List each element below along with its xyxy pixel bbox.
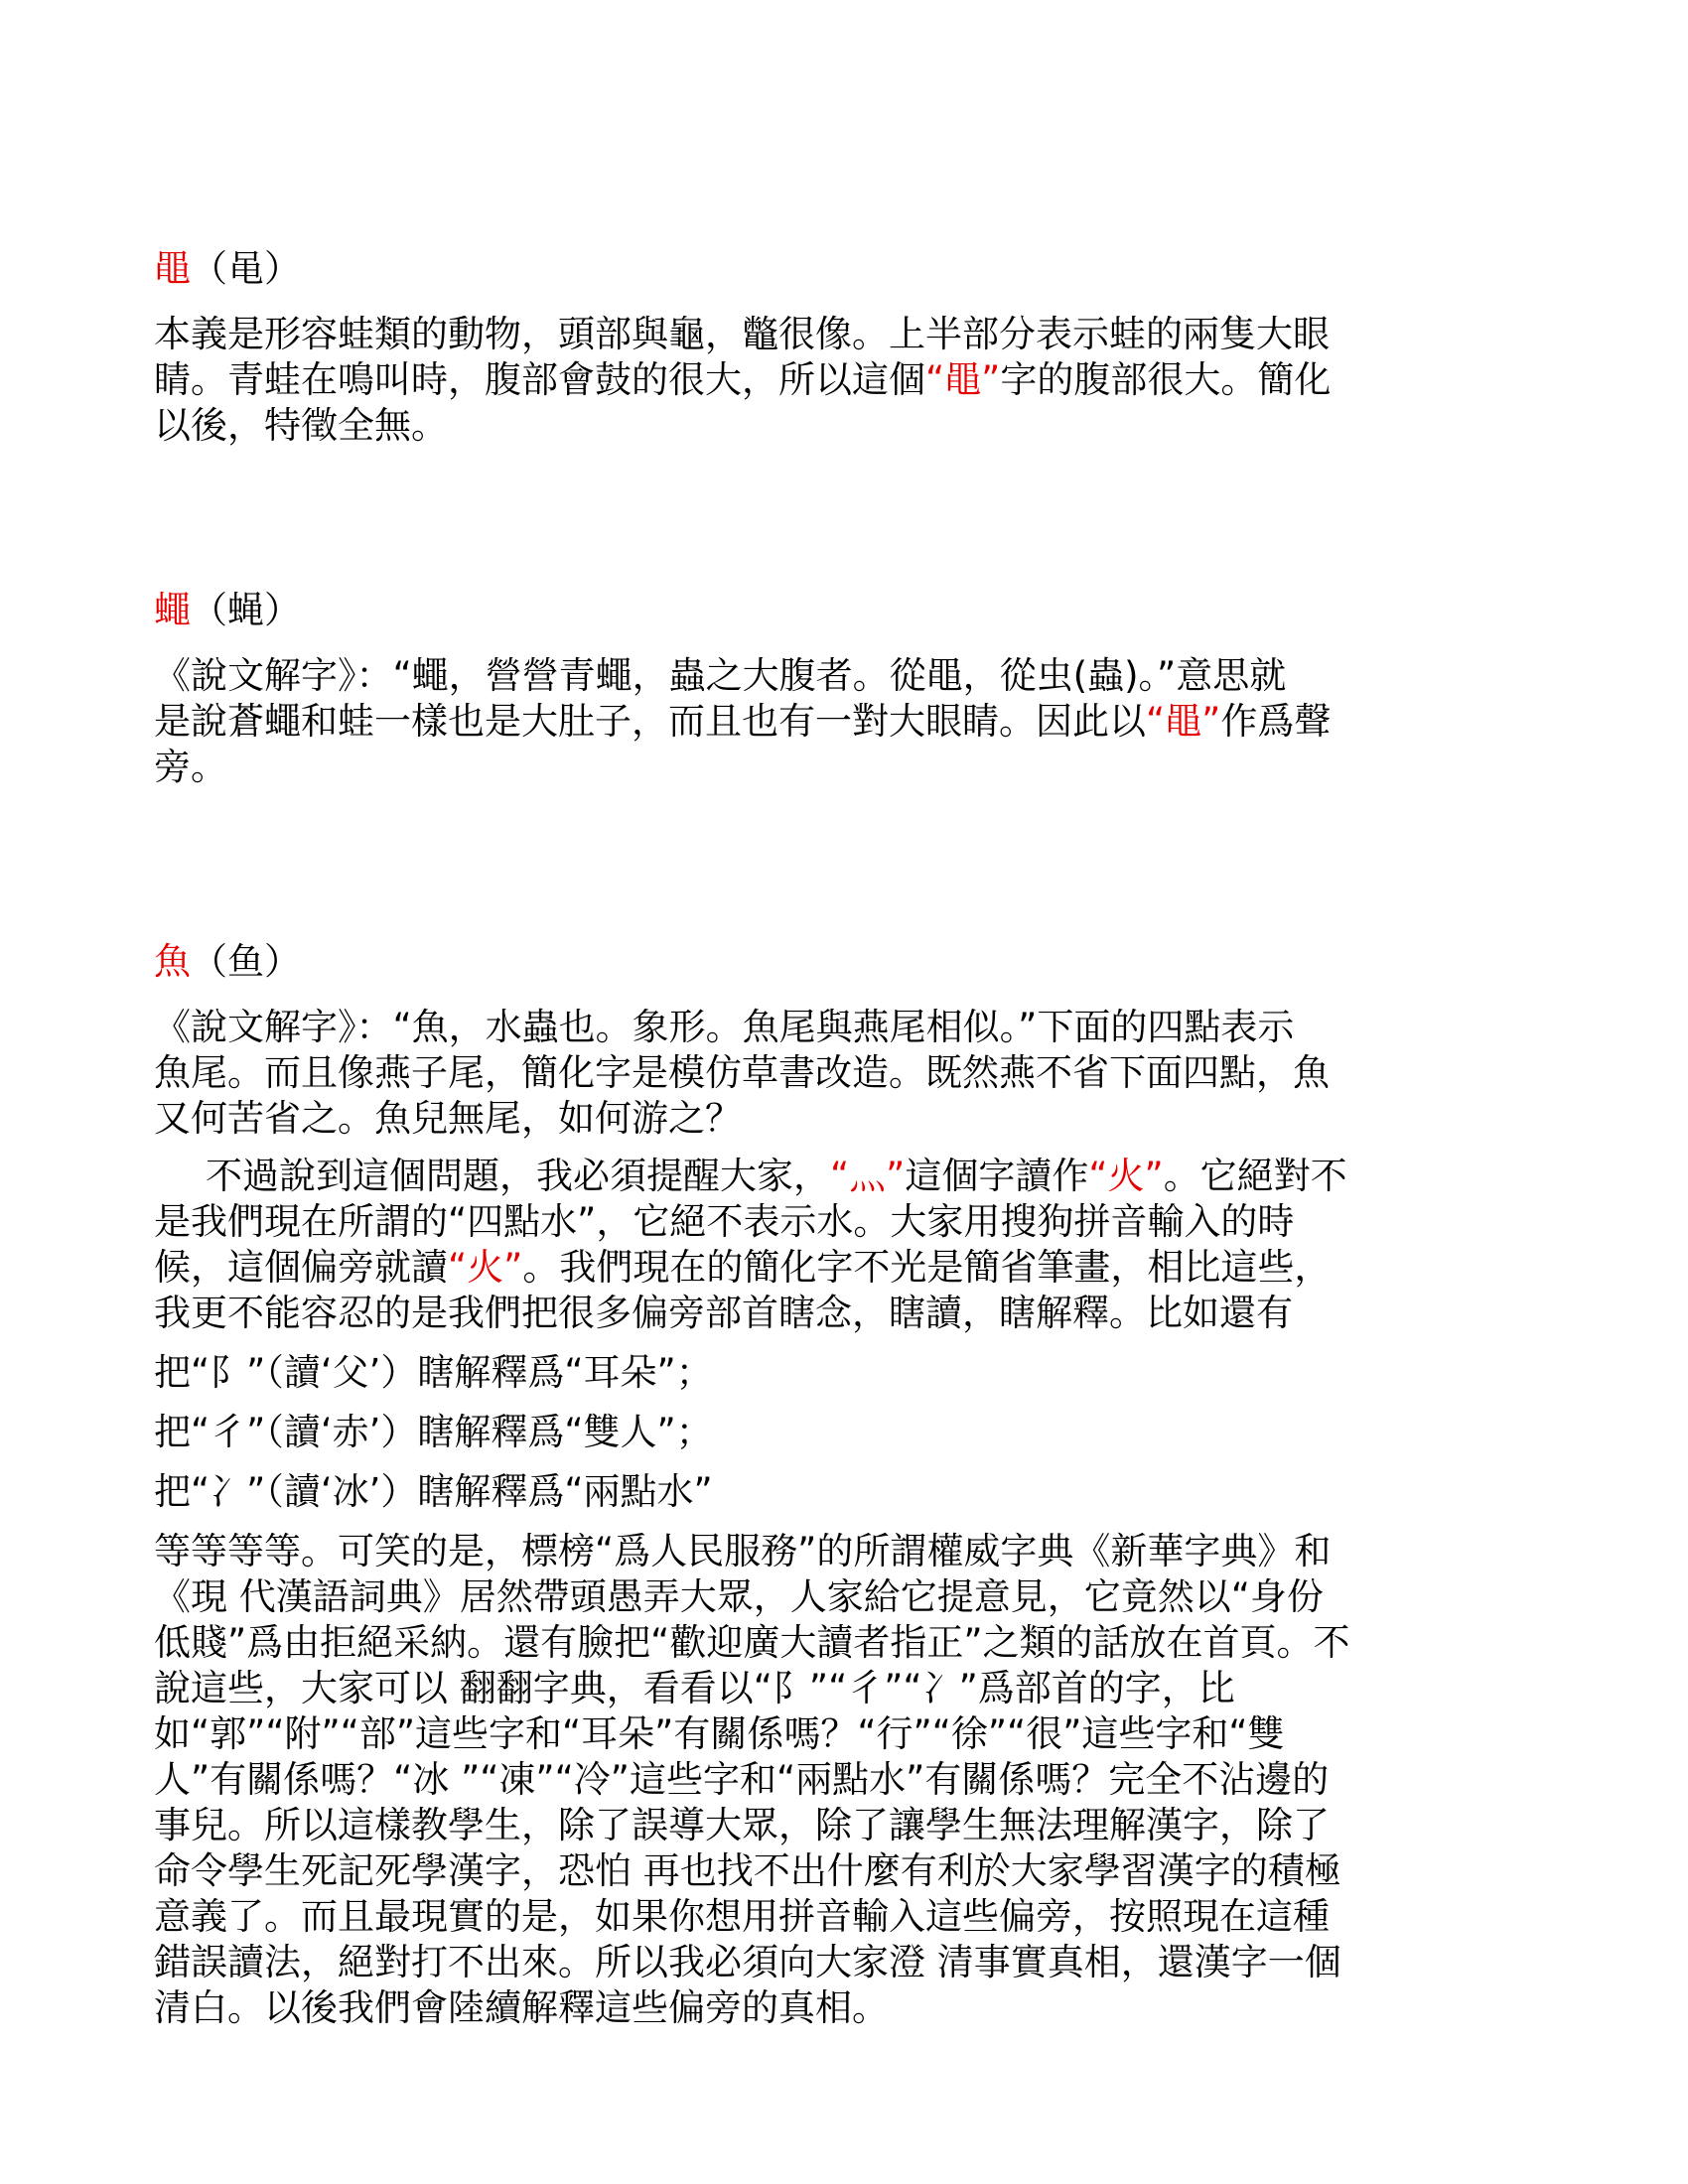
text-line: 說這些，大家可以 翻翻字典，看看以“阝”“彳”“冫”爲部首的字，比 bbox=[154, 1667, 1235, 1709]
entry-section bbox=[154, 939, 1524, 2031]
text-run: 字的腹部很大。簡化 bbox=[1000, 358, 1332, 401]
text-run: 是我們現在所謂的“四點水”，它絕不表示水。大家用搜狗拼音輸入的時 bbox=[154, 1200, 1295, 1243]
entry-section bbox=[154, 246, 1524, 449]
text-line bbox=[206, 1154, 1524, 1199]
highlighted-character: “火” bbox=[448, 1246, 523, 1289]
text-run: 魚尾。而且像燕子尾，簡化字是模仿草書改造。既然燕不省下面四點，魚 bbox=[154, 1051, 1330, 1094]
entry-paragraph bbox=[154, 653, 1524, 790]
traditional-character: 魚 bbox=[154, 940, 191, 983]
document-page bbox=[154, 246, 1524, 2031]
text-run: 候，這個偏旁就讀 bbox=[154, 1246, 448, 1289]
text-run: 這個字讀作 bbox=[905, 1155, 1089, 1197]
text-line bbox=[154, 1096, 1524, 1142]
simplified-character: （蝇） bbox=[191, 589, 301, 631]
text-line bbox=[154, 357, 1524, 403]
simplified-character: （黾） bbox=[191, 247, 301, 290]
text-run: 《說文解字》：“蠅，營營青蠅，蟲之大腹者。從黽，從虫(蟲)。”意思就 bbox=[154, 654, 1287, 697]
text-run: 以後，特徵全無。 bbox=[154, 404, 448, 447]
highlighted-character: “火” bbox=[1088, 1155, 1164, 1197]
radical-paragraph-continued bbox=[154, 1199, 1524, 1336]
text-line: 事兒。所以這樣教學生，除了誤導大眾，除了讓學生無法理解漢字，除了 bbox=[154, 1804, 1330, 1846]
text-run: 。它絕對不 bbox=[1163, 1155, 1347, 1197]
traditional-character: 蠅 bbox=[154, 589, 191, 631]
text-line bbox=[154, 699, 1524, 745]
text-run: 旁。 bbox=[154, 746, 227, 788]
text-line bbox=[154, 1245, 1524, 1291]
simplified-character: （鱼） bbox=[191, 940, 301, 983]
text-line: 等等等等。可笑的是，標榜“爲人民服務”的所謂權威字典《新華字典》和 bbox=[154, 1530, 1332, 1572]
text-line bbox=[154, 312, 1524, 357]
radical-paragraph bbox=[154, 1154, 1524, 1199]
text-run: 睛。青蛙在鳴叫時，腹部會鼓的很大，所以這個 bbox=[154, 358, 925, 401]
text-line bbox=[154, 403, 1524, 449]
text-line: 如“郭”“附”“部”這些字和“耳朵”有關係嗎？“行”“徐”“很”這些字和“雙 bbox=[154, 1712, 1285, 1755]
text-run: 我更不能容忍的是我們把很多偏旁部首瞎念，瞎讀，瞎解釋。比如還有 bbox=[154, 1292, 1293, 1334]
text-line bbox=[154, 1050, 1524, 1096]
text-line: 人”有關係嗎？“冰 ”“凍”“冷”這些字和“兩點水”有關係嗎？完全不沾邊的 bbox=[154, 1758, 1330, 1801]
entry-section bbox=[154, 588, 1524, 790]
text-line: 《現 代漢語詞典》居然帶頭愚弄大眾，人家給它提意見，它竟然以“身份 bbox=[154, 1575, 1324, 1618]
text-line: 低賤”爲由拒絕采納。還有臉把“歡迎廣大讀者指正”之類的話放在首頁。不 bbox=[154, 1621, 1350, 1664]
entry-heading bbox=[154, 588, 1524, 633]
text-run: 不過說到這個問題，我必須提醒大家， bbox=[206, 1155, 830, 1197]
text-line: 命令學生死記死學漢字，恐怕 再也找不出什麼有利於大家學習漢字的積極 bbox=[154, 1849, 1341, 1892]
highlighted-character: “灬” bbox=[830, 1155, 906, 1197]
text-run: 。我們現在的簡化字不光是簡省筆畫，相比這些， bbox=[522, 1246, 1332, 1289]
entry-paragraph bbox=[154, 1005, 1524, 1142]
traditional-character: 黽 bbox=[154, 247, 191, 290]
text-run: 又何苦省之。魚兒無尾，如何游之？ bbox=[154, 1097, 742, 1140]
entry-heading bbox=[154, 246, 1524, 292]
text-line: 清白。以後我們會陸續解釋這些偏旁的真相。 bbox=[154, 1986, 889, 2029]
radical-rule: 把“彳”（讀‘赤’）瞎解釋爲“雙人”； bbox=[154, 1411, 713, 1453]
text-line bbox=[154, 745, 1524, 790]
text-run: 本義是形容蛙類的動物，頭部與龜，鼈很像。上半部分表示蛙的兩隻大眼 bbox=[154, 313, 1330, 355]
text-line bbox=[154, 1005, 1524, 1050]
text-run: 作爲聲 bbox=[1220, 700, 1332, 743]
highlighted-character: “黽” bbox=[1146, 700, 1221, 743]
text-run: 是說蒼蠅和蛙一樣也是大肚子，而且也有一對大眼睛。因此以 bbox=[154, 700, 1146, 743]
entry-paragraph bbox=[154, 312, 1524, 449]
highlighted-character: “黽” bbox=[925, 358, 1001, 401]
text-line bbox=[154, 653, 1524, 699]
entry-heading bbox=[154, 939, 1524, 985]
text-line: 錯誤讀法，絕對打不出來。所以我必須向大家澄 清事實真相，還漢字一個 bbox=[154, 1941, 1341, 1983]
closing-paragraph bbox=[154, 1529, 1524, 2031]
text-line bbox=[154, 1291, 1524, 1336]
radical-rule: 把“冫”（讀‘冰’）瞎解釋爲“兩點水” bbox=[154, 1470, 713, 1513]
text-line bbox=[154, 1199, 1524, 1245]
text-run: 《說文解字》：“魚，水蟲也。象形。魚尾與燕尾相似。”下面的四點表示 bbox=[154, 1006, 1295, 1048]
radical-rule: 把“阝”（讀‘父’）瞎解釋爲“耳朵”； bbox=[154, 1351, 713, 1394]
text-line: 意義了。而且最現實的是，如果你想用拼音輸入這些偏旁，按照現在這種 bbox=[154, 1895, 1330, 1938]
